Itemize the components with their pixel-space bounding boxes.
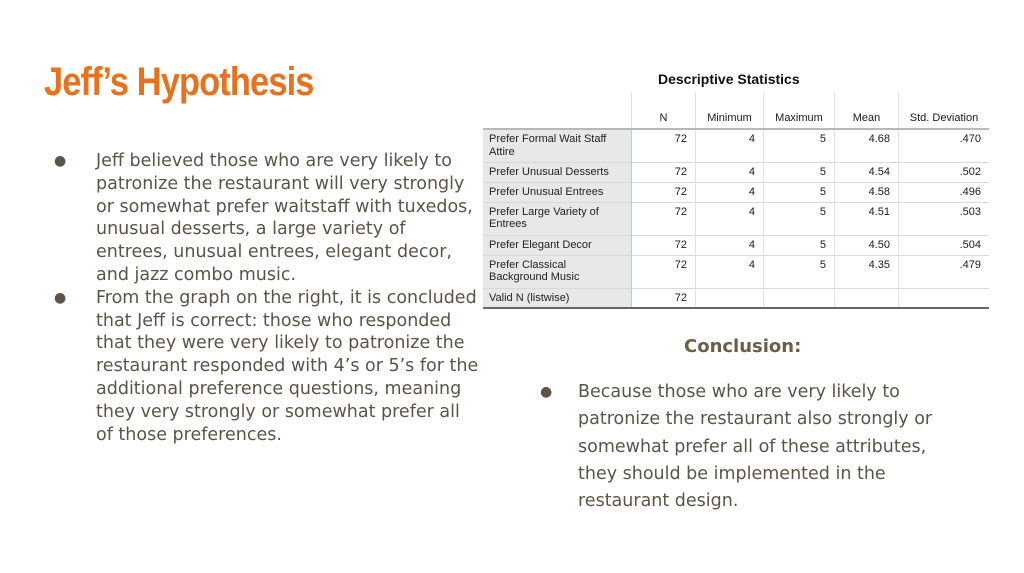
cell-std-deviation: .504 [899,235,990,255]
header-std-deviation: Std. Deviation [899,92,990,129]
cell-std-deviation [899,288,990,308]
bullet-dot-icon: ● [540,384,553,400]
cell-maximum [764,288,835,308]
cell-n: 72 [632,288,696,308]
cell-n: 72 [632,235,696,255]
bullet-dot-icon: ● [54,289,67,306]
cell-mean: 4.58 [835,182,899,202]
row-label: Prefer Elegant Decor [483,235,632,255]
cell-n: 72 [632,182,696,202]
slide-title: Jeff’s Hypothesis [44,60,314,104]
cell-n: 72 [632,255,696,288]
row-label: Prefer Unusual Entrees [483,182,632,202]
descriptive-statistics-table [483,92,989,309]
cell-minimum [696,288,764,308]
cell-maximum: 5 [764,235,835,255]
cell-maximum: 5 [764,255,835,288]
cell-minimum: 4 [696,129,764,162]
table-row [483,162,989,182]
row-label: Valid N (listwise) [483,288,632,308]
row-label: Prefer Unusual Desserts [483,162,632,182]
cell-maximum: 5 [764,182,835,202]
conclusion-title: Conclusion: [684,336,802,357]
header-blank-cell [483,92,632,129]
cell-minimum: 4 [696,162,764,182]
table-header-row [483,92,989,129]
cell-maximum: 5 [764,202,835,235]
header-minimum: Minimum [696,92,764,129]
table-row [483,235,989,255]
row-label: Prefer Formal Wait Staff Attire [483,129,632,162]
cell-std-deviation: .479 [899,255,990,288]
table-title: Descriptive Statistics [658,71,800,87]
bullet-dot-icon: ● [54,153,67,169]
cell-mean [835,288,899,308]
header-n: N [632,92,696,129]
cell-std-deviation: .503 [899,202,990,235]
cell-n: 72 [632,202,696,235]
conclusion-text: Because those who are very likely to patronize the restaurant also strongly or somewhat prefer all of these attributes, they should be implemented in the restaurant design. [578,382,933,512]
cell-mean: 4.54 [835,162,899,182]
cell-maximum: 5 [764,129,835,162]
cell-n: 72 [632,162,696,182]
table-row [483,288,989,308]
hypothesis-bullet-list [52,150,482,446]
bullet-text: From the graph on the right, it is concluded that Jeff is correct: those who responded that they were very likely to patronize the restaurant responded with 4’s or 5’s for the additional preference questions, meaning they very strongly or somewhat prefer all of those preferences. [96,287,479,445]
cell-minimum: 4 [696,202,764,235]
bullet-item [52,150,482,287]
cell-std-deviation: .502 [899,162,990,182]
cell-mean: 4.51 [835,202,899,235]
row-label: Prefer Classical Background Music [483,255,632,288]
bullet-item [52,287,482,447]
header-mean: Mean [835,92,899,129]
cell-n: 72 [632,129,696,162]
table-row [483,129,989,162]
bullet-item [540,379,960,515]
cell-mean: 4.50 [835,235,899,255]
cell-std-deviation: .496 [899,182,990,202]
row-label: Prefer Large Variety of Entrees [483,202,632,235]
cell-minimum: 4 [696,235,764,255]
cell-maximum: 5 [764,162,835,182]
cell-mean: 4.68 [835,129,899,162]
table-row [483,255,989,288]
bullet-text: Jeff believed those who are very likely to patronize the restaurant will very strongly or somewhat prefer waitstaff with tuxedos, unusual desserts, a large variety of entrees, unusual entrees, elegant decor, and jazz combo music. [96,151,473,285]
table-row [483,182,989,202]
cell-std-deviation: .470 [899,129,990,162]
header-maximum: Maximum [764,92,835,129]
table-row [483,202,989,235]
cell-minimum: 4 [696,255,764,288]
conclusion-bullet-list [540,379,960,515]
cell-mean: 4.35 [835,255,899,288]
cell-minimum: 4 [696,182,764,202]
